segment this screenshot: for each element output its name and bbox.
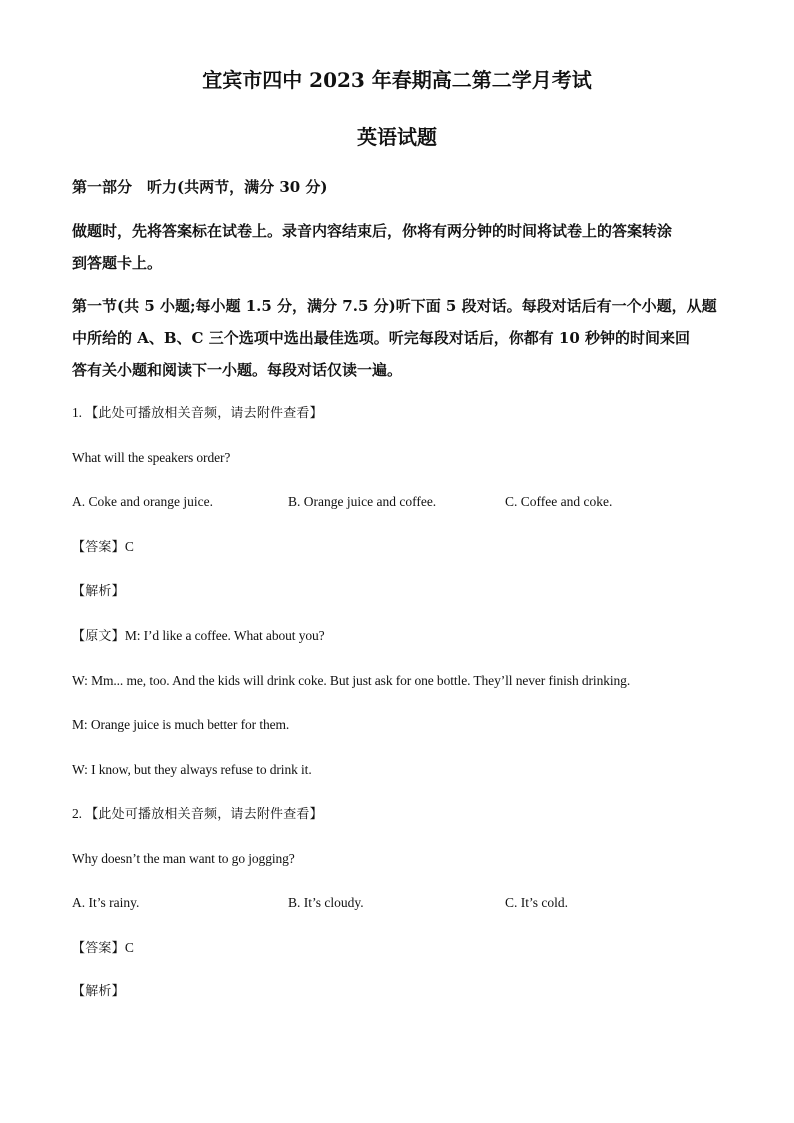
q2-question: Why doesn’t the man want to go jogging? bbox=[72, 851, 295, 866]
q1-number: 1. bbox=[72, 405, 82, 420]
q1-question: What will the speakers order? bbox=[72, 450, 231, 465]
exam-title: 宜宾市四中 2023 年春期高二第二学月考试 bbox=[202, 68, 592, 92]
q2-number: 2. bbox=[72, 806, 82, 821]
section1-line3: 答有关小题和阅读下一小题。每段对话仅读一遍。 bbox=[72, 361, 403, 379]
q2-audio-note: 【此处可播放相关音频，请去附件查看】 bbox=[85, 807, 323, 822]
q1-transcript-label: 【原文】 bbox=[72, 629, 125, 644]
q1-option-c: C. Coffee and coke. bbox=[505, 494, 613, 509]
q1-answer bbox=[72, 538, 134, 557]
q2-analysis-label: 【解析】 bbox=[72, 984, 125, 999]
q2-answer-value: C bbox=[124, 940, 134, 955]
q2-answer bbox=[72, 939, 134, 958]
section1-line2: 中所给的 A、B、C 三个选项中选出最佳选项。听完每段对话后，你都有 10 秒钟的时间来回 bbox=[72, 329, 691, 347]
q2-option-b: B. It’s cloudy. bbox=[288, 895, 364, 910]
q1-option-a: A. Coke and orange juice. bbox=[72, 494, 213, 509]
q1-answer-label: 【答案】 bbox=[72, 540, 125, 555]
q1-transcript-line4: W: I know, but they always refuse to drink it. bbox=[72, 762, 312, 777]
q2-option-a: A. It’s rainy. bbox=[72, 895, 140, 910]
exam-subtitle: 英语试题 bbox=[357, 125, 437, 149]
q1-option-b: B. Orange juice and coffee. bbox=[288, 494, 437, 509]
q1-transcript-line3: M: Orange juice is much better for them. bbox=[72, 717, 290, 732]
q1-answer-value: C bbox=[124, 539, 134, 554]
q2-option-c: C. It’s cold. bbox=[505, 895, 568, 910]
q2-answer-label: 【答案】 bbox=[72, 941, 125, 956]
part1-heading: 第一部分 听力(共两节，满分 30 分) bbox=[72, 178, 328, 196]
part1-instruction-line1: 做题时，先将答案标在试卷上。录音内容结束后，你将有两分钟的时间将试卷上的答案转涂 bbox=[72, 222, 673, 240]
q1-analysis-label: 【解析】 bbox=[72, 584, 125, 599]
section1-line1: 第一节(共 5 小题;每小题 1.5 分，满分 7.5 分)听下面 5 段对话。每段对话后有一个小题，从题 bbox=[72, 297, 717, 315]
q2-header bbox=[72, 805, 323, 824]
q1-header bbox=[72, 404, 323, 423]
q1-transcript-line1 bbox=[72, 627, 325, 646]
q1-transcript-line2: W: Mm... me, too. And the kids will drink coke. But just ask for one bottle. They’ll never finish drinking. bbox=[72, 673, 631, 688]
q1-audio-note: 【此处可播放相关音频，请去附件查看】 bbox=[85, 406, 323, 421]
part1-instruction-line2: 到答题卡上。 bbox=[72, 254, 163, 272]
q1-transcript-text1: M: I’d like a coffee. What about you? bbox=[124, 628, 325, 643]
